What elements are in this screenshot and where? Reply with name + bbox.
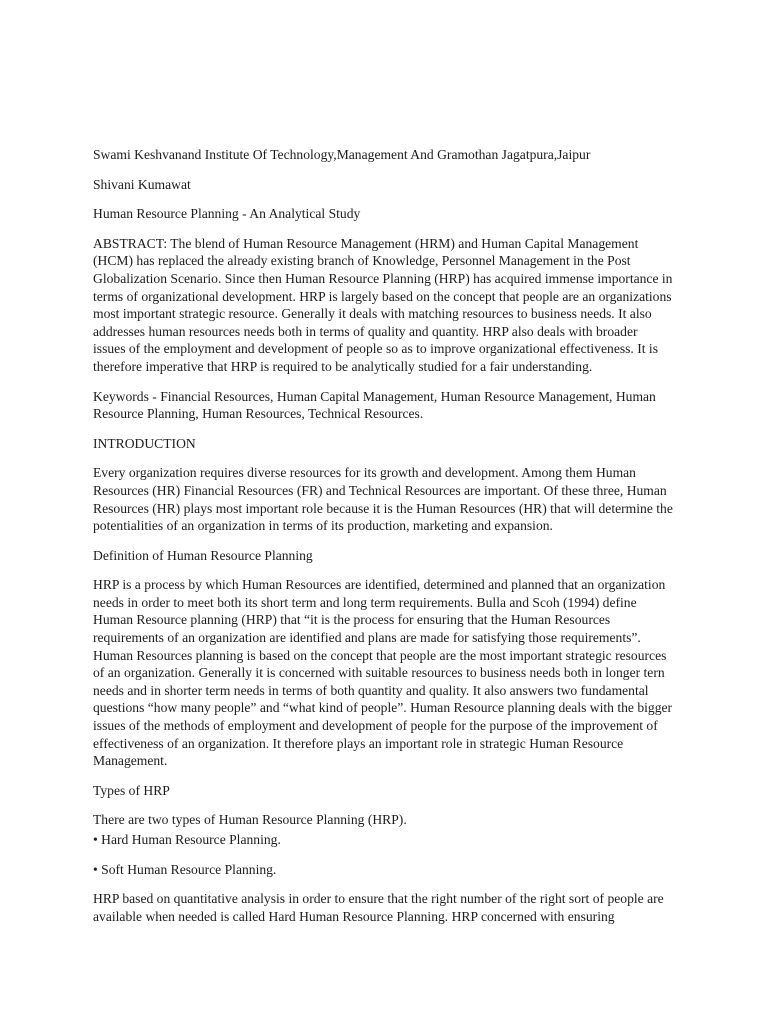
introduction-paragraph: Every organization requires diverse resources for its growth and development. Among them Human Resources (HR) Financial Resources (FR) and Technical Resources are important. Of these three, Human Resources (HR) plays most important role because it is the Human Resources (HR) that will determine the potentialities of an organization in terms of its production, marketing and expansion. xyxy=(93,465,673,534)
abstract-paragraph: ABSTRACT: The blend of Human Resource Management (HRM) and Human Capital Management (HCM) has replaced the already existing branch of Knowledge, Personnel Management in the Post Globalization Scenario. Since then Human Resource Planning (HRP) has acquired immense importance in terms of organizational development. HRP is largely based on the concept that people are an organizations most important strategic resource. Generally it deals with matching resources to business needs. It also addresses human resources needs both in terms of quality and quantity. HRP also deals with broader issues of the employment and development of people so as to improve organizational effectiveness. It is therefore imperative that HRP is required to be analytically studied for a fair understanding. xyxy=(93,235,673,374)
definition-paragraph: HRP is a process by which Human Resources are identified, determined and planned that an organization needs in order to meet both its short term and long term requirements. Bulla and Scoh (1994) define Human Resource planning (HRP) that “it is the process for ensuring that the Human Resources requirements of an organization are identified and plans are made for satisfying those requirements”. Human Resources planning is based on the concept that people are the most important strategic resources of an organization. Generally it is concerned with suitable resources to business needs both in longer tern needs and in shorter term needs in terms of both quantity and quality. It also answers two fundamental questions “how many people” and “what kind of people”. Human Resource planning deals with the bigger issues of the methods of employment and development of people for the purpose of the improvement of effectiveness of an organization. It therefore plays an important role in strategic Human Resource Management. xyxy=(93,577,673,769)
types-item-soft: • Soft Human Resource Planning. xyxy=(93,861,277,877)
document-page xyxy=(93,146,673,937)
author-line: Shivani Kumawat xyxy=(93,176,191,192)
types-item-hard: • Hard Human Resource Planning. xyxy=(93,832,281,847)
hard-hrp-paragraph: HRP based on quantitative analysis in order to ensure that the right number of the right sort of people are available when needed is called Hard Human Resource Planning. HRP concerned with ensuring xyxy=(93,891,664,924)
definition-heading: Definition of Human Resource Planning xyxy=(93,547,313,563)
introduction-heading: INTRODUCTION xyxy=(93,435,196,451)
paper-title: Human Resource Planning - An Analytical Study xyxy=(93,206,361,222)
institute-line: Swami Keshvanand Institute Of Technology,Management And Gramothan Jagatpura,Jaipur xyxy=(93,147,591,162)
types-intro: There are two types of Human Resource Planning (HRP). xyxy=(93,812,407,828)
keywords-paragraph: Keywords - Financial Resources, Human Capital Management, Human Resource Management, Human Resource Planning, Human Resources, Technical Resources. xyxy=(93,388,656,422)
types-heading: Types of HRP xyxy=(93,782,170,798)
